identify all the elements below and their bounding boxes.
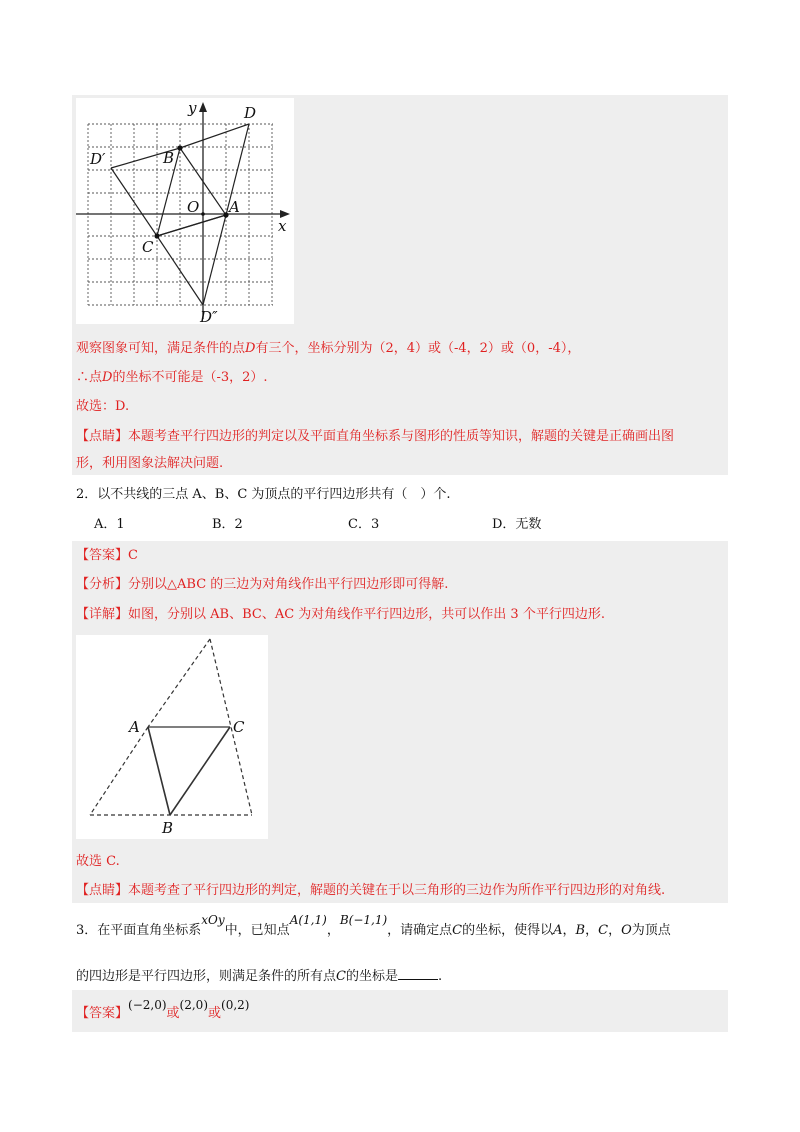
label-d: D (244, 104, 257, 122)
figure-coordinate-grid (76, 98, 294, 324)
q2-note: 【点睛】本题考查了平行四边形的判定，解题的关键在于以三角形的三边作为所作平行四边形的对角线. (76, 883, 666, 898)
figure-triangle (76, 635, 268, 839)
triangle-abc (148, 727, 230, 815)
sol1-note-line1: 【点睛】本题考查平行四边形的判定以及平面直角坐标系与图形的性质等知识，解题的关键是正确画出图 (76, 429, 675, 444)
label-b: B (163, 149, 175, 167)
q2-answer: 【答案】C (76, 548, 138, 563)
point-a (223, 212, 228, 217)
sol1-line3: 故选：D. (76, 399, 130, 414)
q2-option-b: B．2 (212, 517, 243, 532)
q2-stem: 2．以不共线的三点 A、B、C 为顶点的平行四边形共有（ ）个. (76, 487, 451, 502)
sol1-line2: ∴点D的坐标不可能是（-3，2）. (76, 370, 268, 385)
label-d-double-prime: D″ (200, 308, 218, 324)
label-b: B (162, 819, 174, 837)
y-axis-arrow (199, 102, 207, 112)
q3-stem-line1: 3．在平面直角坐标系xOy中，已知点A(1,1)，B(−1,1)，请确定点C的坐标，使得以A，B，C，O为顶点 (76, 913, 671, 938)
grid-svg (76, 98, 294, 324)
label-y: y (188, 99, 197, 117)
label-c: C (142, 238, 154, 256)
point-c (154, 233, 159, 238)
label-d-prime: D′ (90, 150, 106, 168)
label-a: A (129, 718, 140, 736)
answer-blank (398, 965, 438, 980)
label-a: A (229, 198, 240, 216)
q3-stem-line2: 的四边形是平行四边形，则满足条件的所有点C的坐标是 . (76, 965, 442, 987)
q2-option-d: D．无数 (492, 517, 542, 532)
q3-answer: 【答案】(−2,0)或(2,0)或(0,2) (76, 998, 250, 1021)
point-o (201, 212, 205, 216)
q2-option-c: C．3 (348, 517, 380, 532)
label-x: x (278, 217, 287, 235)
sol1-line1: 观察图象可知，满足条件的点D有三个，坐标分别为（2，4）或（-4，2）或（0，-4）， (76, 341, 581, 356)
q2-analysis: 【分析】分别以△ABC 的三边为对角线作出平行四边形即可得解. (76, 577, 449, 592)
sol1-note-line2: 形，利用图象法解决问题. (76, 456, 224, 471)
label-c: C (233, 718, 245, 736)
triangle-svg (76, 635, 268, 839)
point-b (177, 145, 182, 150)
q2-option-a: A．1 (94, 517, 125, 532)
q2-choose: 故选 C. (76, 854, 120, 869)
label-o: O (187, 198, 200, 216)
q2-detail: 【详解】如图，分别以 AB、BC、AC 为对角线作平行四边形，共可以作出 3 个平行四边形. (76, 607, 605, 622)
